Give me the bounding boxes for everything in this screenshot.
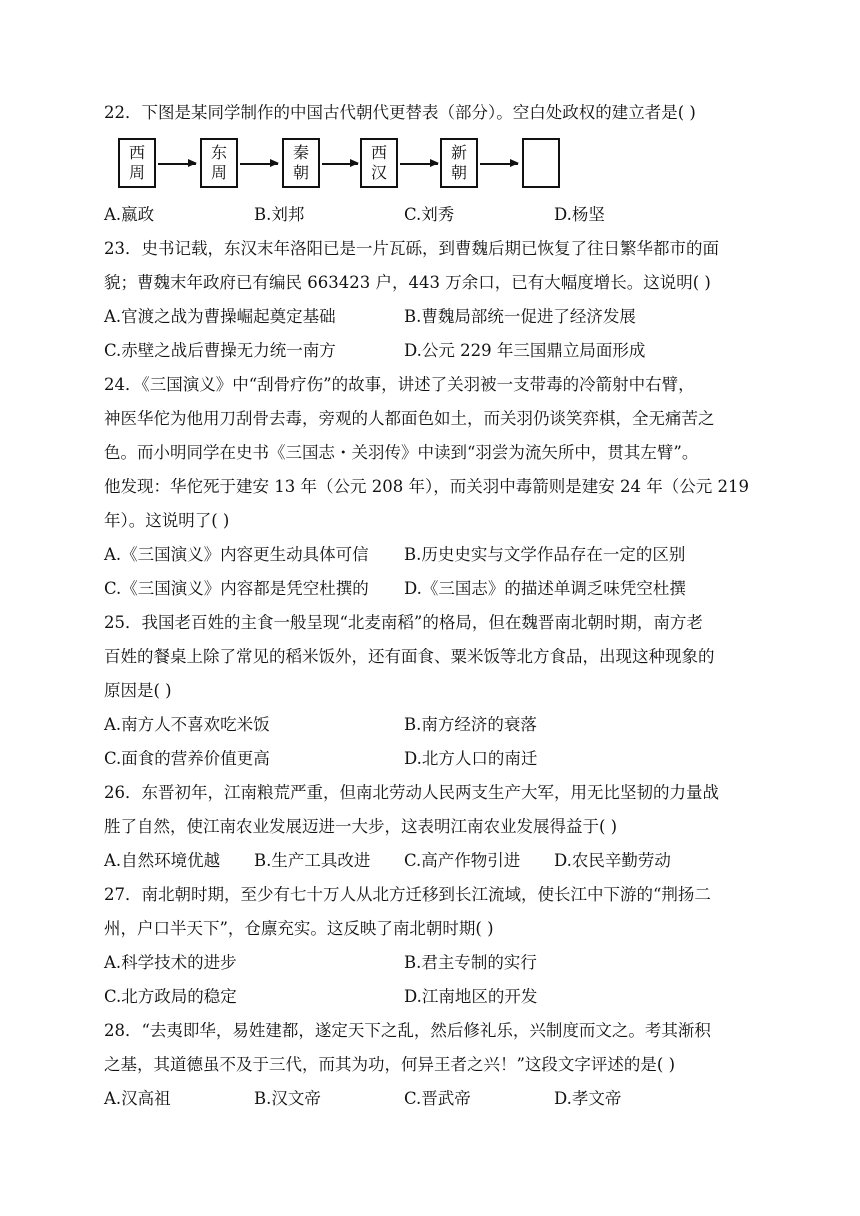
- q22-option-a: A.嬴政: [104, 205, 155, 224]
- q28-line-2: 之基，其道德虽不及于三代，而其为功，何异王者之兴！”这段文字评述的是( ): [104, 1055, 676, 1074]
- q27-option-b: B.君主专制的实行: [404, 953, 537, 972]
- box-xin: 新 朝: [440, 138, 478, 188]
- q28-option-a: A.汉高祖: [104, 1089, 171, 1108]
- q28-options: [104, 1082, 764, 1116]
- arrow-2: [240, 163, 278, 165]
- q23-options-row-2: [104, 334, 764, 368]
- q28-line-1: 28．“去夷即华，易姓建都，遂定天下之乱，然后修礼乐，兴制度而文之。考其渐积: [104, 1021, 711, 1040]
- arrow-5: [480, 163, 518, 165]
- q27-line-2: 州，户口半天下”，仓廪充实。这反映了南北朝时期( ): [104, 919, 494, 938]
- q23-line-1: 23．史书记载，东汉末年洛阳已是一片瓦砾，到曹魏后期已恢复了往日繁华都市的面: [104, 239, 719, 258]
- q24-option-d: D.《三国志》的描述单调乏味凭空杜撰: [404, 579, 686, 598]
- q24-line-3: 色。而小明同学在史书《三国志・关羽传》中读到“羽尝为流矢所中，贯其左臂”。: [104, 443, 699, 462]
- q25-options-row-1: [104, 708, 764, 742]
- dynasty-flowchart: [104, 134, 764, 196]
- q25-option-d: D.北方人口的南迁: [404, 749, 538, 768]
- q26-option-d: D.农民辛勤劳动: [554, 851, 671, 870]
- q22-option-d: D.杨坚: [554, 205, 605, 224]
- q25-line-3: 原因是( ): [104, 681, 172, 700]
- q24-option-a: A.《三国演义》内容更生动具体可信: [104, 545, 369, 564]
- q22-option-b: B.刘邦: [254, 205, 305, 224]
- q27-line-1: 27．南北朝时期，至少有七十万人从北方迁移到长江流域，使长江中下游的“荆扬二: [104, 885, 711, 904]
- q28-option-b: B.汉文帝: [254, 1089, 321, 1108]
- exam-page: [104, 96, 764, 1116]
- q24-line-5: 年）。这说明了( ): [104, 511, 230, 530]
- q27-options-row-1: [104, 946, 764, 980]
- q22-options: [104, 198, 764, 232]
- box-western-zhou: 西 周: [118, 138, 156, 188]
- arrow-4: [400, 163, 438, 165]
- q23-option-d: D.公元 229 年三国鼎立局面形成: [404, 341, 646, 360]
- q27-option-a: A.科学技术的进步: [104, 953, 237, 972]
- q24-line-4: 他发现：华佗死于建安 13 年（公元 208 年），而关羽中毒箭则是建安 24 年（公元 219: [104, 477, 749, 496]
- q22-stem: 22．下图是某同学制作的中国古代朝代更替表（部分）。空白处政权的建立者是( ): [104, 103, 696, 122]
- q22-option-c: C.刘秀: [404, 205, 455, 224]
- q25-option-b: B.南方经济的衰落: [404, 715, 537, 734]
- q26-option-c: C.高产作物引进: [404, 851, 521, 870]
- q23-option-c: C.赤壁之战后曹操无力统一南方: [104, 341, 336, 360]
- q25-option-a: A.南方人不喜欢吃米饭: [104, 715, 270, 734]
- arrow-1: [158, 163, 196, 165]
- q23-option-b: B.曹魏局部统一促进了经济发展: [404, 307, 636, 326]
- q23-option-a: A.官渡之战为曹操崛起奠定基础: [104, 307, 336, 326]
- q26-options: [104, 844, 764, 878]
- q24-options-row-1: [104, 538, 764, 572]
- q25-options-row-2: [104, 742, 764, 776]
- box-eastern-zhou: 东 周: [200, 138, 238, 188]
- box-qin: 秦 朝: [282, 138, 320, 188]
- q24-line-2: 神医华佗为他用刀刮骨去毒，旁观的人都面色如土，而关羽仍谈笑弈棋，全无痛苦之: [104, 409, 715, 428]
- q27-options-row-2: [104, 980, 764, 1014]
- q24-options-row-2: [104, 572, 764, 606]
- q26-option-b: B.生产工具改进: [254, 851, 371, 870]
- q26-option-a: A.自然环境优越: [104, 851, 221, 870]
- box-blank: [522, 138, 560, 188]
- q26-line-1: 26．东晋初年，江南粮荒严重，但南北劳动人民两支生产大军，用无比坚韧的力量战: [104, 783, 719, 802]
- q24-line-1: 24．《三国演义》中“刮骨疗伤”的故事，讲述了关羽被一支带毒的冷箭射中右臂，: [104, 375, 695, 394]
- q28-option-d: D.孝文帝: [554, 1089, 622, 1108]
- q25-line-2: 百姓的餐桌上除了常见的稻米饭外，还有面食、粟米饭等北方食品，出现这种现象的: [104, 647, 715, 666]
- q27-option-c: C.北方政局的稳定: [104, 987, 237, 1006]
- q28-option-c: C.晋武帝: [404, 1089, 471, 1108]
- arrow-3: [322, 163, 358, 165]
- q23-line-2: 貌；曹魏末年政府已有编民 663423 户，443 万余口，已有大幅度增长。这说明( ): [104, 273, 711, 292]
- q25-option-c: C.面食的营养价值更高: [104, 749, 270, 768]
- q24-option-b: B.历史史实与文学作品存在一定的区别: [404, 545, 686, 564]
- q26-line-2: 胜了自然，使江南农业发展迈进一大步，这表明江南农业发展得益于( ): [104, 817, 618, 836]
- q24-option-c: C.《三国演义》内容都是凭空杜撰的: [104, 579, 369, 598]
- box-western-han: 西 汉: [360, 138, 398, 188]
- q23-options-row-1: [104, 300, 764, 334]
- q27-option-d: D.江南地区的开发: [404, 987, 538, 1006]
- q25-line-1: 25．我国老百姓的主食一般呈现“北麦南稻”的格局，但在魏晋南北朝时期，南方老: [104, 613, 703, 632]
